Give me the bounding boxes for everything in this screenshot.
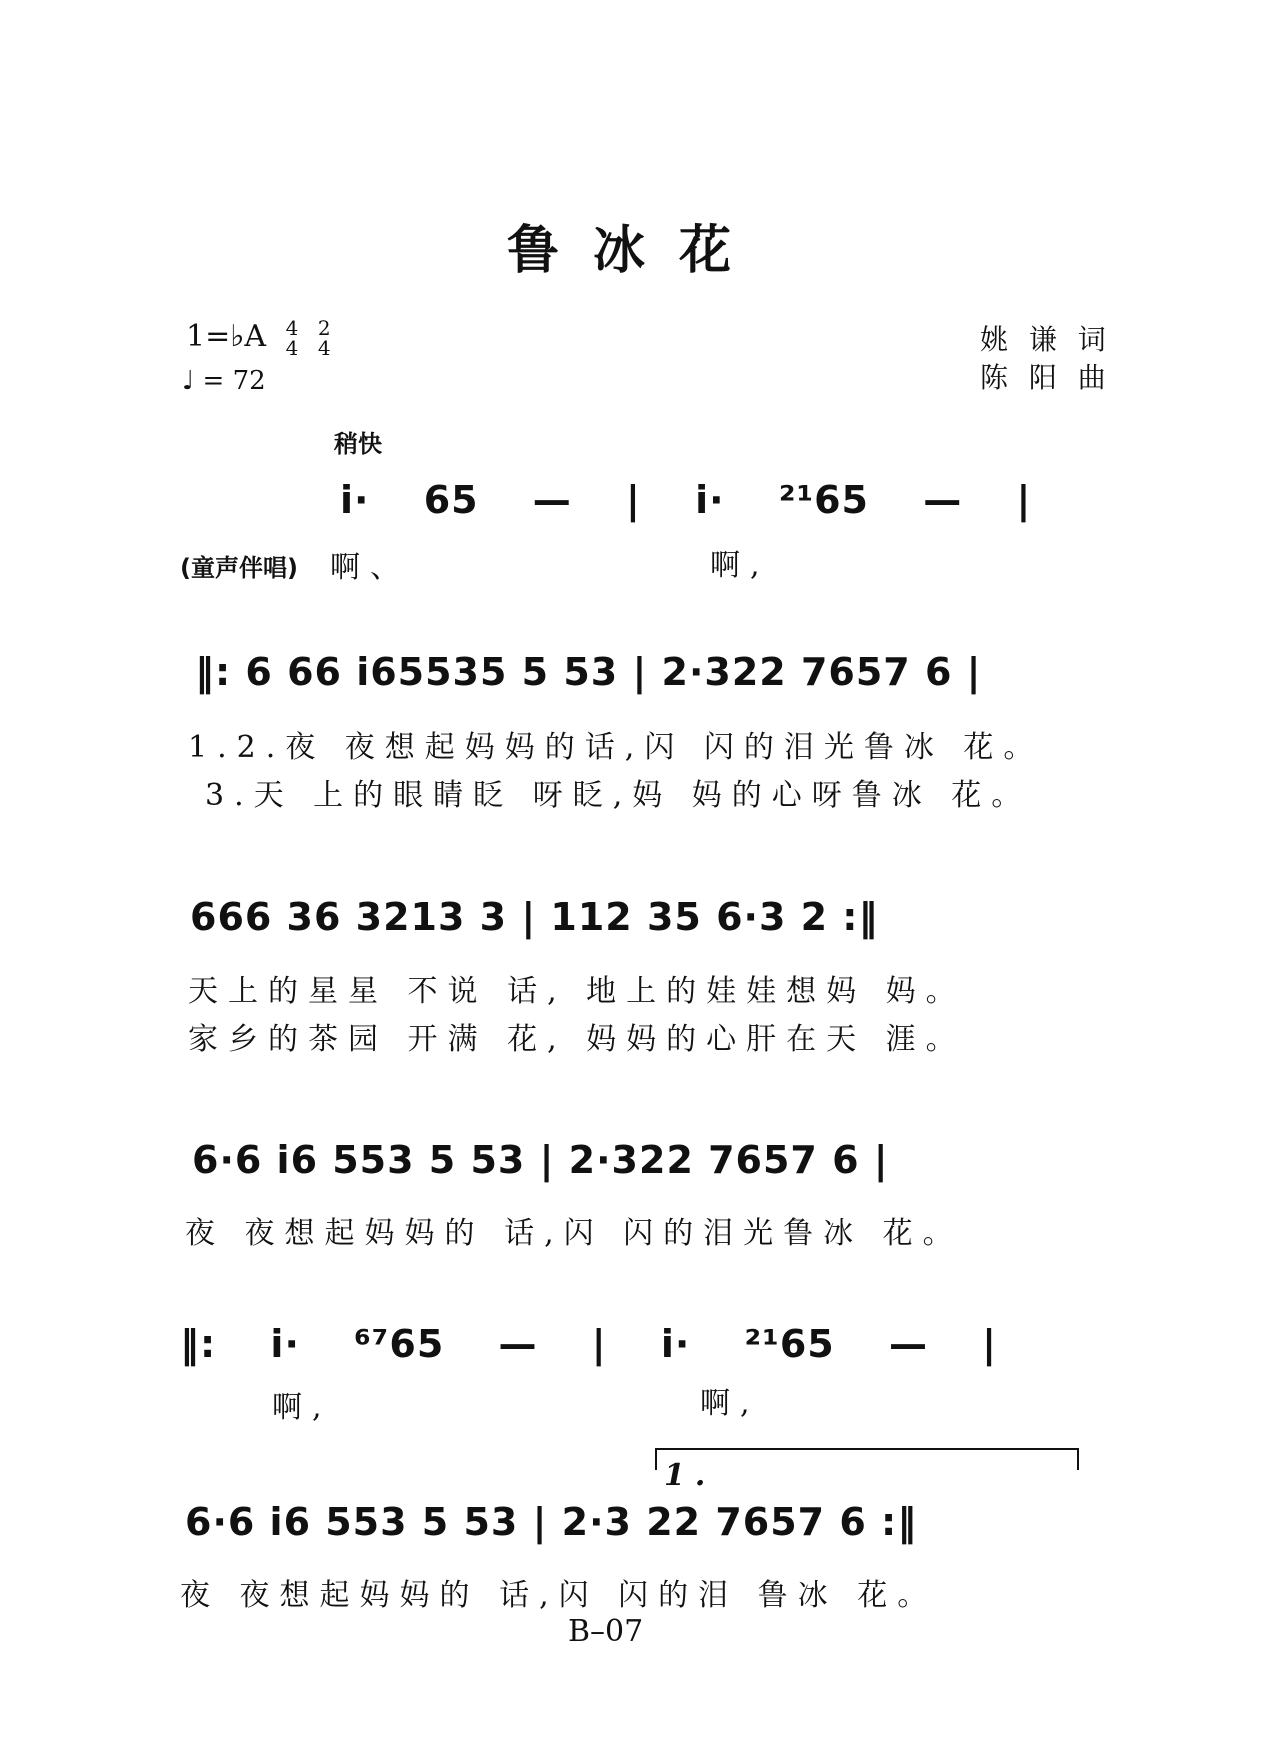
volta-number: 1. bbox=[664, 1458, 716, 1493]
system-1-verse-3: 3.天 上的眼睛眨 呀眨,妈 妈的心呀鲁冰 花。 bbox=[205, 778, 1032, 813]
system-3-verse: 夜 夜想起妈妈的 话,闪 闪的泪光鲁冰 花。 bbox=[185, 1216, 963, 1251]
system-2-verse-1-2: 天上的星星 不说 话, 地上的娃娃想妈 妈。 bbox=[188, 974, 966, 1009]
key-signature bbox=[186, 318, 331, 358]
voice-label: (童声伴唱) bbox=[180, 554, 298, 582]
system-4-lyric-2: 啊, bbox=[700, 1386, 760, 1421]
system-5-notation: 6·6 i6 553 5 53 | 2·3 22 7657 6 :‖ bbox=[185, 1500, 918, 1544]
system-5-verse: 夜 夜想起妈妈的 话,闪 闪的泪 鲁冰 花。 bbox=[180, 1578, 938, 1613]
key-text: 1=♭A bbox=[186, 319, 267, 354]
page-title: 鲁冰花 bbox=[506, 221, 765, 281]
intro-notation: i· 65 — | i· ²¹65 — | bbox=[340, 478, 1032, 522]
intro-lyric-2: 啊, bbox=[710, 548, 770, 583]
time-sig-top: 4 bbox=[285, 316, 299, 340]
time-sig-bottom: 4 bbox=[317, 336, 331, 360]
intro-lyric-1: 啊、 bbox=[330, 550, 410, 585]
time-sig-bottom: 4 bbox=[285, 336, 299, 360]
volta-bracket bbox=[655, 1448, 1079, 1470]
time-signature-4-4 bbox=[286, 318, 299, 358]
composer-credit: 陈 阳 曲 bbox=[980, 361, 1112, 394]
page-number: B–07 bbox=[568, 1614, 644, 1649]
system-4-lyric-1: 啊, bbox=[272, 1390, 332, 1425]
tempo-marking bbox=[182, 366, 266, 396]
lyricist-credit: 姚 谦 词 bbox=[980, 323, 1112, 356]
time-sig-top: 2 bbox=[317, 316, 331, 340]
tempo-value: = 72 bbox=[202, 366, 266, 396]
system-2-notation: 666 36 3213 3 | 112 35 6·3 2 :‖ bbox=[190, 895, 879, 939]
system-3-notation: 6·6 i6 553 5 53 | 2·322 7657 6 | bbox=[192, 1138, 889, 1182]
system-4-notation: ‖: i· ⁶⁷65 — | i· ²¹65 — | bbox=[180, 1322, 998, 1366]
time-signature-2-4 bbox=[318, 318, 331, 358]
system-2-verse-3: 家乡的茶园 开满 花, 妈妈的心肝在天 涯。 bbox=[188, 1022, 966, 1057]
system-1-verse-1-2: 1.2.夜 夜想起妈妈的话,闪 闪的泪光鲁冰 花。 bbox=[188, 730, 1044, 765]
system-1-notation: ‖: 6 66 i65535 5 53 | 2·322 7657 6 | bbox=[195, 650, 982, 694]
quarter-note-icon: ♩ bbox=[182, 366, 195, 396]
expression-marking: 稍快 bbox=[334, 430, 382, 458]
